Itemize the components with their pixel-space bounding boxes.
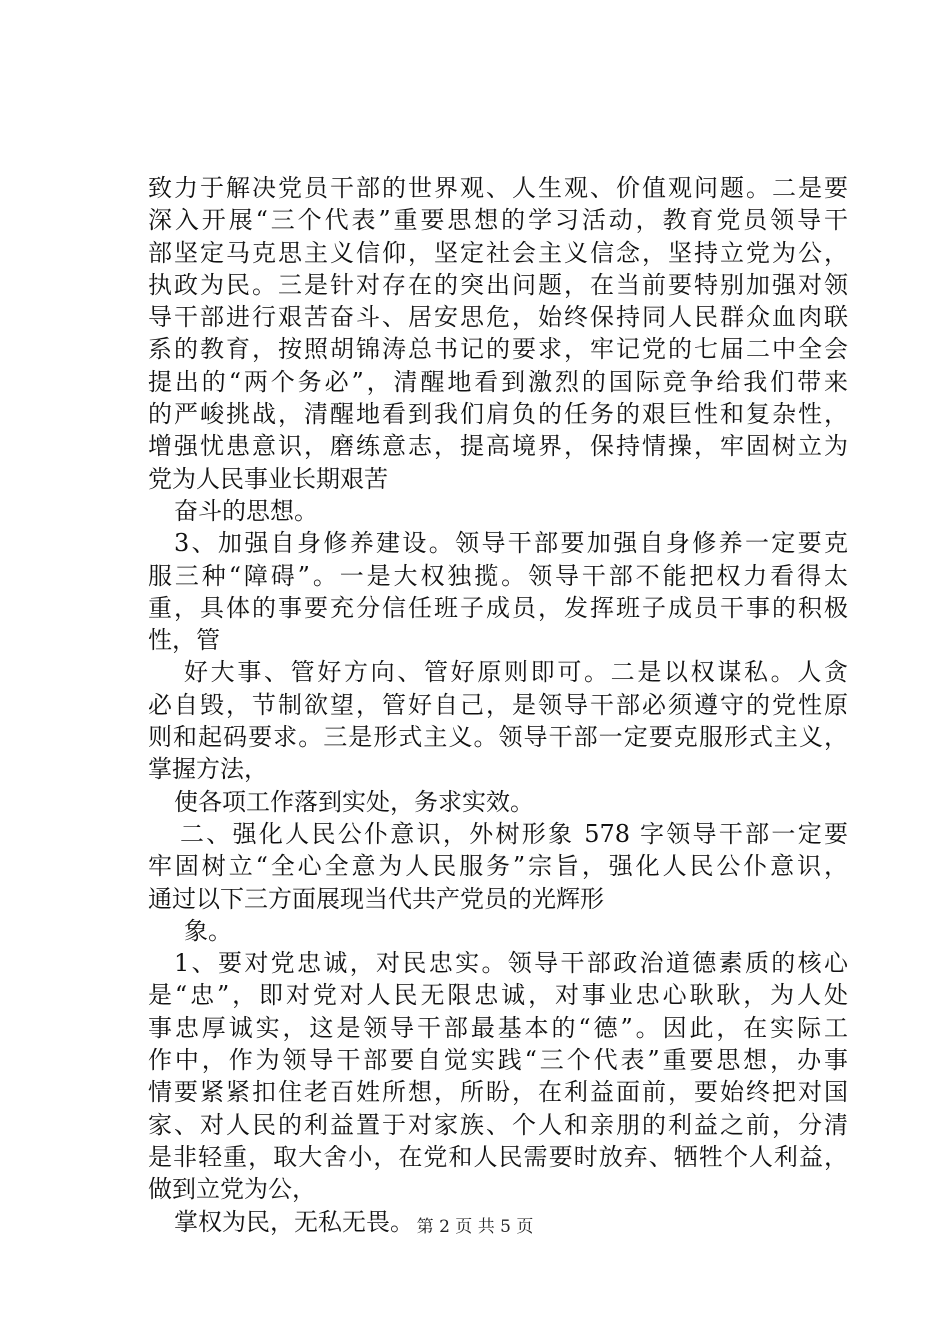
document-body bbox=[148, 172, 848, 1238]
text-line: 导干部进行艰苦奋斗、居安思危，始终保持同人民群众血肉联 bbox=[148, 303, 848, 332]
text-line: 是非轻重，取大舍小，在党和人民需要时放弃、牺牲个人利益， bbox=[148, 1142, 848, 1171]
text-line: 服三种“障碍”。一是大权独揽。领导干部不能把权力看得太 bbox=[148, 561, 848, 590]
text-line: 做到立党为公， bbox=[148, 1175, 316, 1204]
text-line: 深入开展“三个代表”重要思想的学习活动，教育党员领导干 bbox=[148, 206, 848, 235]
text-line: 家、对人民的利益置于对家族、个人和亲朋的利益之前，分清 bbox=[148, 1110, 848, 1139]
text-line: 3、加强自身修养建设。领导干部要加强自身修养一定要克 bbox=[174, 529, 848, 558]
text-line: 是“忠”，即对党对人民无限忠诚，对事业忠心耿耿，为人处 bbox=[148, 981, 848, 1010]
text-line: 掌握方法， bbox=[148, 755, 268, 784]
page-footer: 第 2 页 共 5 页 bbox=[416, 1217, 534, 1237]
text-line: 象。 bbox=[184, 916, 232, 945]
text-line: 性，管 bbox=[148, 626, 220, 655]
text-line: 党为人民事业长期艰苦 bbox=[148, 464, 388, 493]
text-line: 增强忧患意识，磨练意志，提高境界，保持情操，牢固树立为 bbox=[148, 432, 848, 461]
text-line: 提出的“两个务必”，清醒地看到激烈的国际竞争给我们带来 bbox=[148, 367, 848, 396]
text-line: 事忠厚诚实，这是领导干部最基本的“德”。因此，在实际工 bbox=[148, 1013, 848, 1042]
text-line: 奋斗的思想。 bbox=[174, 496, 318, 525]
text-line: 部坚定马克思主义信仰，坚定社会主义信念，坚持立党为公， bbox=[148, 238, 848, 267]
text-line: 执政为民。三是针对存在的突出问题，在当前要特别加强对领 bbox=[148, 270, 848, 299]
text-line: 牢固树立“全心全意为人民服务”宗旨，强化人民公仆意识， bbox=[148, 852, 848, 881]
text-line: 致力于解决党员干部的世界观、人生观、价值观问题。二是要 bbox=[148, 174, 848, 202]
text-line: 系的教育，按照胡锦涛总书记的要求，牢记党的七届二中全会 bbox=[148, 335, 848, 364]
text-line: 1、要对党忠诚，对民忠实。领导干部政治道德素质的核心 bbox=[174, 949, 848, 978]
text-line: 必自毁，节制欲望，管好自己，是领导干部必须遵守的党性原 bbox=[148, 690, 848, 719]
text-line: 使各项工作落到实处，务求实效。 bbox=[174, 787, 534, 816]
text-line: 则和起码要求。三是形式主义。领导干部一定要克服形式主义， bbox=[148, 723, 848, 752]
text-line: 掌权为民，无私无畏。 bbox=[174, 1207, 414, 1236]
text-line: 情要紧紧扣住老百姓所想，所盼，在利益面前，要始终把对国 bbox=[148, 1078, 848, 1107]
text-line: 二、强化人民公仆意识，外树形象 578 字领导干部一定要 bbox=[180, 819, 848, 848]
text-line: 作中，作为领导干部要自觉实践“三个代表”重要思想，办事 bbox=[148, 1046, 848, 1075]
text-line: 好大事、管好方向、管好原则即可。二是以权谋私。人贪 bbox=[184, 658, 848, 687]
text-line: 通过以下三方面展现当代共产党员的光辉形 bbox=[148, 884, 604, 913]
text-line: 的严峻挑战，清醒地看到我们肩负的任务的艰巨性和复杂性， bbox=[148, 400, 848, 429]
text-line: 重，具体的事要充分信任班子成员，发挥班子成员干事的积极 bbox=[148, 593, 848, 622]
